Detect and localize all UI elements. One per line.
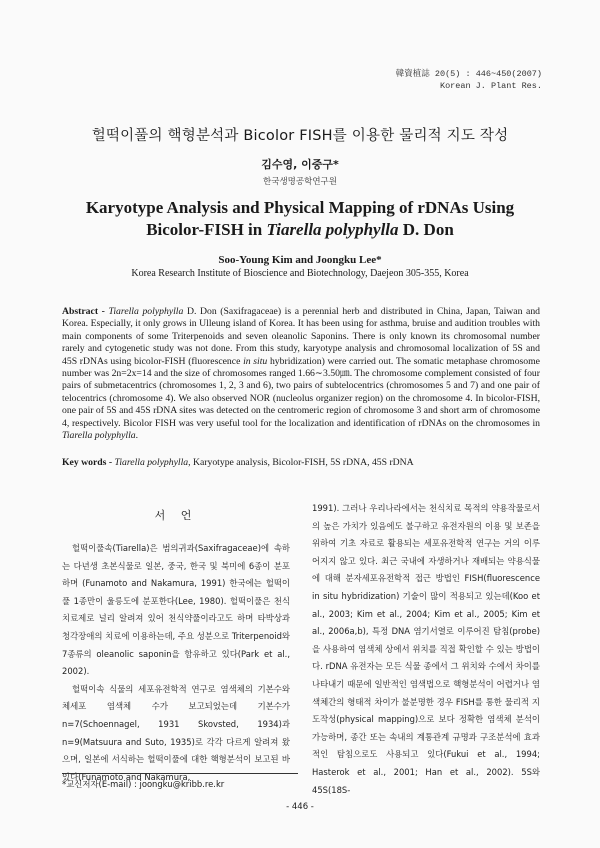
english-affiliation: Korea Research Institute of Bioscience and Biotechnology, Daejeon 305-355, Korea <box>131 268 469 279</box>
keywords-rest: , Karyotype analysis, Bicolor-FISH, 5S rDNA, 45S rDNA <box>188 457 414 468</box>
right-paragraph-1: 1991). 그러나 우리나라에서는 천식치료 목적의 약용작물로서의 높은 가치가 있음에도 불구하고 유전자원의 이용 및 보존을 위하여 기초 자료로 활용되는 세포유전학적 연구는 거의 이루어지지 않고 있다. 최근 국내에 자생하거나 재배되는 약용식물에 대해 분자세포유전학적 접근 방법인 FISH(fluorescence in situ hybridization) 기술이 많이 적용되고 있는데(Koo et al., 2003; Kim et al., 2004; Kim et al., 2005; Kim et al., 2006a,b), 특정 DNA 염기서열로 이루어진 탐침(probe)을 사용하여 염색체 상에서 위치를 직접 확인할 수 있는 방법이다. rDNA 유전자는 모든 식물 종에서 그 위치와 수에서 차이를 나타내기 때문에 일반적인 염색법으로 핵형분석이 어렵거나 염색체간의 형태적 차이가 불분명한 경우 FISH를 통한 물리적 지도작성(physical mapping)으로 보다 정확한 염색체 분석이 가능하며, 종간 또는 속내의 계통관계 규명과 구조분석에 효과적인 탐침으로도 사용되고 있다(Fukui et al., 1994; Hasterok et al., 2001; Han et al., 2002). 5S와 45S(18S- <box>312 503 540 795</box>
abstract-species-end: Tiarella polyphylla <box>62 430 136 442</box>
journal-reference-line1: 韓資植誌 20(5) : 446~450(2007) <box>395 69 542 79</box>
english-authors: Soo-Young Kim and Joongku Lee* <box>218 254 382 266</box>
left-column <box>62 540 290 786</box>
abstract-text-3: . <box>135 430 139 442</box>
english-title <box>0 197 600 241</box>
abstract <box>62 306 540 442</box>
abstract-text-2: hybridization) were carried out. The somatic metaphase chromosome number was 2n=2x=14 and the size of chromosomes ranged 1.66∼3.50㎛. The chromosome complement consisted of four pairs of submetacentrics (chromosomes 1, 2, 3 and 6), two pairs of subtelocentrics (chromosomes 5 and 7) and one pair of telocentrics (chromosome 4). We also observed NOR (nucleolus organizer region) on the chromosome 4. In bicolor-FISH, one pair of 5S and 45S rDNA sites was detected on the centromeric region of chromosome 3 and short arm of chromosome 4, respectively. Bicolor FISH was very useful tool for the localization and identification of rDNAs on the chromosomes in <box>62 355 540 429</box>
keywords-label: Key words - <box>62 457 115 468</box>
keywords <box>62 457 540 469</box>
english-title-line2-post: D. Don <box>398 220 454 239</box>
footnote-divider <box>62 773 298 774</box>
korean-authors: 김수영, 이중구* <box>261 158 339 171</box>
right-column <box>312 500 540 799</box>
journal-reference <box>396 68 542 92</box>
abstract-in-situ: in situ <box>243 355 268 367</box>
keywords-species: Tiarella polyphylla <box>114 457 189 468</box>
korean-title: 헐떡이풀의 핵형분석과 Bicolor FISH를 이용한 물리적 지도 작성 <box>91 128 509 144</box>
left-paragraph-2: 헐떡이속 식물의 세포유전학적 연구로 염색체의 기본수와 체세포 염색체 수가 보고되었는데 기본수가 n=7(Schoennagel, 1931 Skovsted, 1934)과 n=9(Matsuura and Suto, 1935)로 각각 다르게 알려져 왔으며, 일본에 서식하는 헐떡이풀에 대한 핵형분석이 보고된 바 있다(Funamoto and Nakamura, <box>62 683 290 782</box>
corresponding-author-footnote: *교신저자(E-mail) : joongku@kribb.re.kr <box>62 779 225 789</box>
english-title-line1: Karyotype Analysis and Physical Mapping of rDNAs Using <box>85 198 515 217</box>
page-number: - 446 - <box>286 802 314 812</box>
abstract-text-1: D. Don (Saxifragaceae) is a perennial herb and distributed in China, Japan, Taiwan and Korea. Especially, it only grows in Ulleung island of Korea. It has been using for asthma, bruise and audition troubles with main components of some Triterpenoids and seven oleanolic Saponins. There is only known its chromosomal number rarely and cytogenetic study was not done. From this study, karyotype analysis and chromosomal localization of 5S and 45S rDNAs using bicolor-FISH (fluorescence <box>62 306 541 367</box>
english-title-species: Tiarella polyphylla <box>266 220 399 239</box>
abstract-species: Tiarella polyphylla <box>108 306 184 317</box>
english-title-line2-pre: Bicolor-FISH in <box>146 220 267 239</box>
abstract-label: Abstract - <box>62 306 109 317</box>
left-paragraph-1: 헐떡이풀속(Tiarella)은 범의귀과(Saxifragaceae)에 속하는 다년생 초본식물로 일본, 중국, 한국 및 북미에 6종이 분포하며 (Funamoto and Nakamura, 1991) 한국에는 헐떡이풀 1종만이 울릉도에 분포한다(Lee, 1980). 헐떡이풀은 천식 치료제로 널리 알려져 있어 천식약풀이라고도 하며 타박상과 청각장애의 치료에 이용하는데, 주요 성분으로 Triterpenoid와 7종류의 oleanolic saponin을 함유하고 있다(Park et al., 2002). <box>62 543 290 677</box>
section-heading-introduction: 서 언 <box>154 509 198 522</box>
korean-affiliation: 한국생명공학연구원 <box>263 177 337 187</box>
english-title-line2 <box>0 219 600 241</box>
journal-reference-line2: Korean J. Plant Res. <box>439 81 542 91</box>
